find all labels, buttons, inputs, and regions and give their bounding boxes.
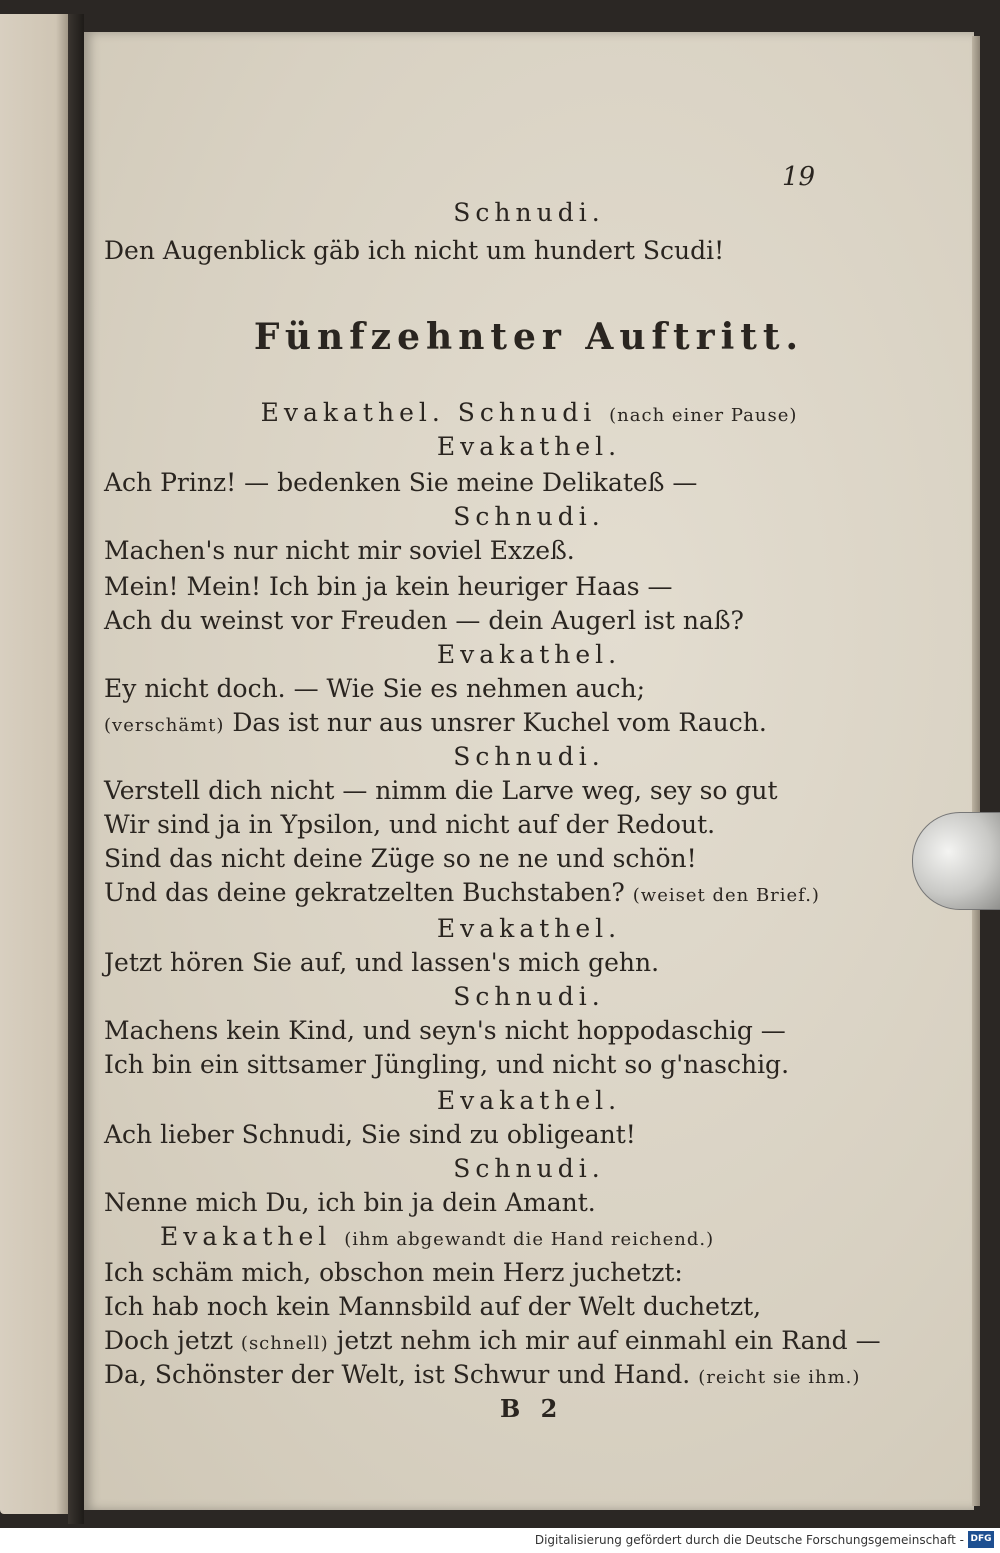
verse-line: Ach du weinst vor Freuden — dein Augerl ist naß? [104,606,744,635]
verse-line: Mein! Mein! Ich bin ja kein heuriger Haas — [104,572,673,601]
verse-line [104,1326,881,1355]
page-number: 19 [782,162,816,192]
verse-line [104,708,767,737]
verse-text: Und das deine gekratzelten Buchstaben? [104,878,625,907]
verse-text: Das ist nur aus unsrer Kuchel vom Rauch. [232,708,767,737]
verse-line: Ich bin ein sittsamer Jüngling, und nicht so g'naschig. [104,1050,790,1079]
stage-direction: (reicht sie ihm.) [698,1367,861,1388]
speaker-heading: Evakathel. [436,640,622,669]
speaker-heading: Evakathel. [436,432,622,461]
verse-line: Wir sind ja in Ypsilon, und nicht auf der Redout. [104,810,716,839]
verse-line: Ach lieber Schnudi, Sie sind zu obligeant! [104,1120,636,1149]
stage-direction: (verschämt) [104,715,225,736]
verse-line: Machens kein Kind, und seyn's nicht hoppodaschig — [104,1016,786,1045]
verse-line: Ey nicht doch. — Wie Sie es nehmen auch; [104,674,646,703]
verse-text: Doch jetzt [104,1326,233,1355]
stage-direction: (schnell) [240,1333,329,1354]
speaker-name: Evakathel [160,1222,332,1251]
speaker-heading: Schnudi. [453,502,605,531]
verse-line: Den Augenblick gäb ich nicht um hundert Scudi! [104,236,725,265]
stage-direction: (ihm abgewandt die Hand reichend.) [344,1229,715,1250]
scan-holder-clip [912,812,1000,910]
verse-line: Verstell dich nicht — nimm die Larve weg, sey so gut [104,776,778,805]
signature-mark: B 2 [500,1394,564,1423]
verse-text: jetzt nehm ich mir auf einmahl ein Rand — [336,1326,881,1355]
characters-names: Evakathel. Schnudi [260,398,597,427]
verse-text: Da, Schönster der Welt, ist Schwur und Hand. [104,1360,691,1389]
verse-line: Ich schäm mich, obschon mein Herz juchetzt: [104,1258,683,1287]
funding-credit: Digitalisierung gefördert durch die Deutsche Forschungsgemeinschaft - [534,1533,964,1547]
stage-direction: (weiset den Brief.) [632,885,820,906]
speaker-with-direction [160,1222,714,1251]
speaker-heading: Schnudi. [453,1154,605,1183]
verse-line [104,878,820,907]
verse-line: Ach Prinz! — bedenken Sie meine Delikateß — [104,468,698,497]
page-edge [972,36,980,1506]
speaker-heading: Schnudi. [453,742,605,771]
scene-title: Fünfzehnter Auftritt. [253,316,805,358]
speaker-heading: Evakathel. [436,1086,622,1115]
verse-line: Nenne mich Du, ich bin ja dein Amant. [104,1188,596,1217]
stage-direction: (nach einer Pause) [609,405,798,426]
verse-line: Jetzt hören Sie auf, und lassen's mich gehn. [104,948,660,977]
verse-line [104,1360,860,1389]
verse-line: Ich hab noch kein Mannsbild auf der Welt duchetzt, [104,1292,762,1321]
speaker-heading: Schnudi. [453,982,605,1011]
left-page-edge [0,14,70,1514]
dfg-logo: DFG [968,1531,994,1548]
speaker-heading: Evakathel. [436,914,622,943]
speaker-heading: Schnudi. [453,198,605,227]
verse-line: Sind das nicht deine Züge so ne ne und schön! [104,844,697,873]
book-spine [68,14,84,1524]
verse-line: Machen's nur nicht mir soviel Exzeß. [104,536,575,565]
scene-characters [84,398,974,427]
